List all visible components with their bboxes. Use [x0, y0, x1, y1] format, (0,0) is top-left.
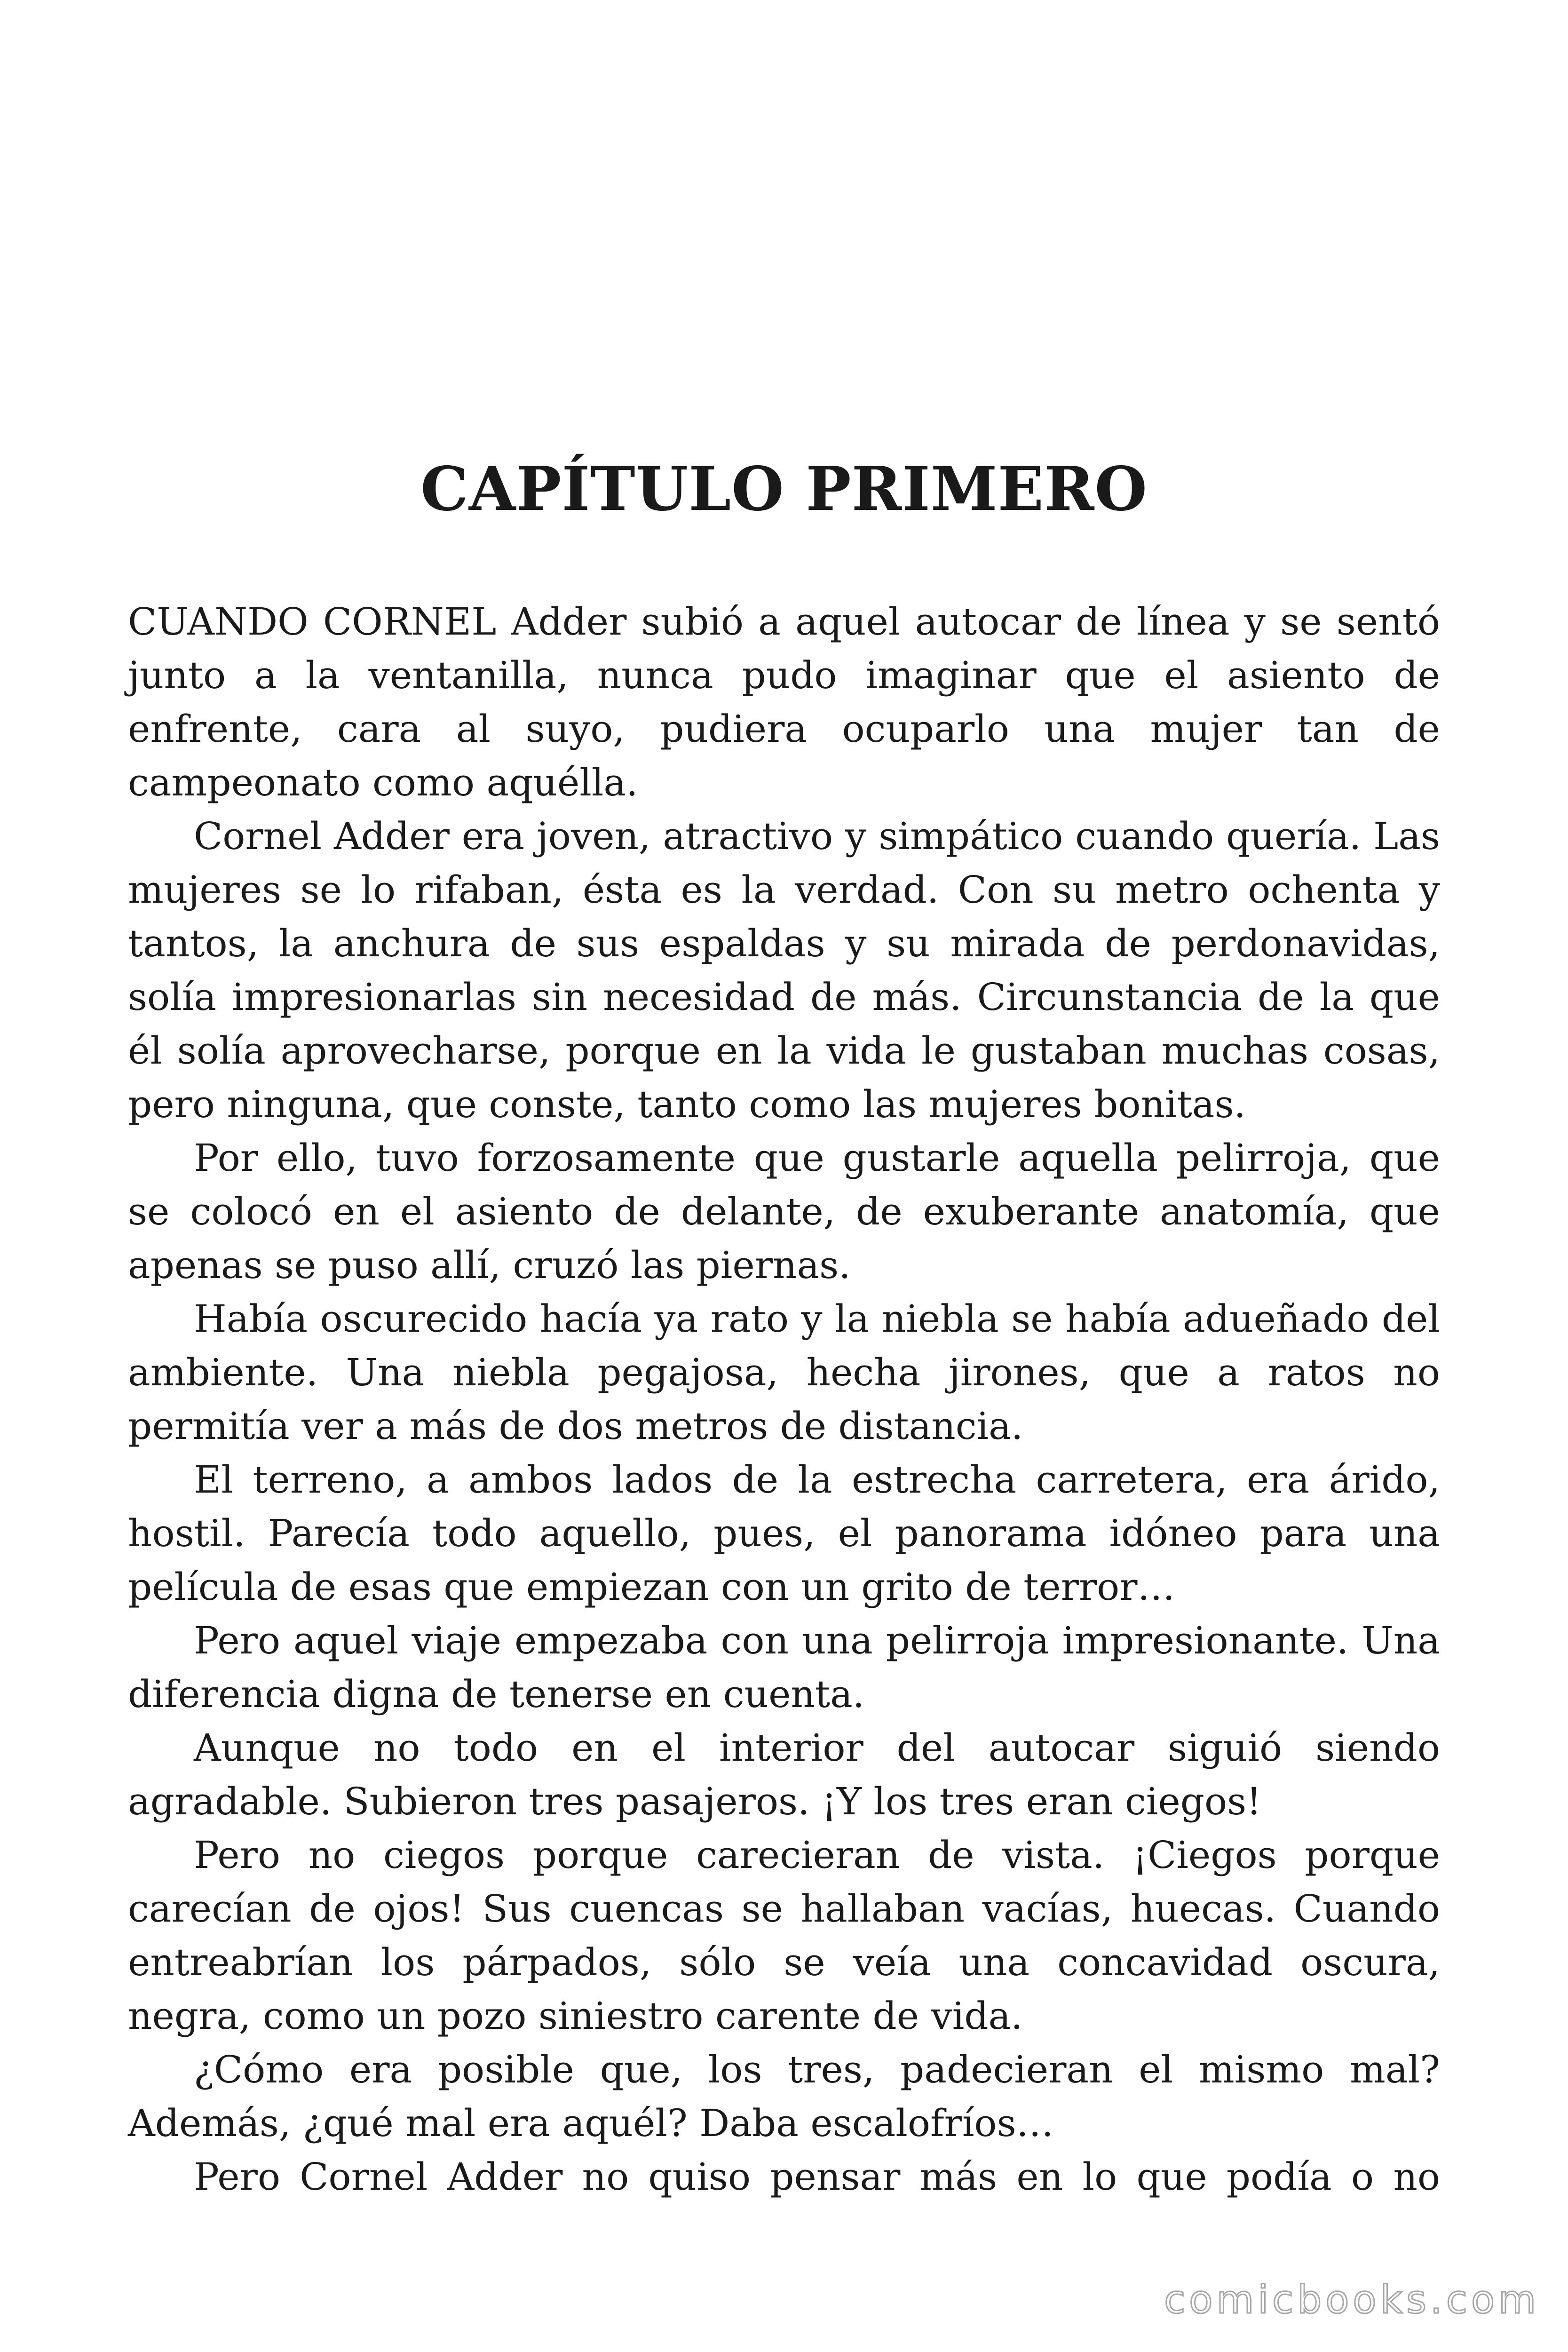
paragraph: Aunque no todo en el interior del autocar siguió siendo agradable. Subieron tres pasajeros. ¡Y los tres eran ciegos!	[128, 1726, 1440, 1823]
paragraph: CUANDO CORNEL Adder subió a aquel autocar de línea y se sentó junto a la ventanilla, nunca pudo imaginar que el asiento de enfrente, cara al suyo, pudiera ocuparlo una mujer tan de campeonato como aquélla.	[128, 600, 1440, 804]
paragraph: Por ello, tuvo forzosamente que gustarle aquella pelirroja, que se colocó en el asiento de delante, de exuberante anatomía, que apenas se puso allí, cruzó las piernas.	[128, 1136, 1440, 1287]
paragraph: Había oscurecido hacía ya rato y la niebla se había adueñado del ambiente. Una niebla pegajosa, hecha jirones, que a ratos no permitía ver a más de dos metros de distancia.	[128, 1297, 1440, 1448]
paragraph: El terreno, a ambos lados de la estrecha carretera, era árido, hostil. Parecía todo aquello, pues, el panorama idóneo para una película de esas que empiezan con un grito de terror…	[128, 1458, 1440, 1609]
watermark: comicbooks.com	[1164, 2278, 1540, 2322]
paragraph: Pero no ciegos porque carecieran de vista. ¡Ciegos porque carecían de ojos! Sus cuencas se hallaban vacías, huecas. Cuando entreabrían los párpados, sólo se veía una concavidad oscura, negra, como un pozo siniestro carente de vida.	[128, 1833, 1440, 2038]
paragraph: Pero aquel viaje empezaba con una pelirroja impresionante. Una diferencia digna de tenerse en cuenta.	[128, 1619, 1440, 1716]
paragraph: Cornel Adder era joven, atractivo y simpático cuando quería. Las mujeres se lo rifaban, ésta es la verdad. Con su metro ochenta y tantos, la anchura de sus espaldas y su mirada de perdonavidas, solía impresionarlas sin necesidad de más. Circunstancia de la que él solía aprovecharse, porque en la vida le gustaban muchas cosas, pero ninguna, que conste, tanto como las mujeres bonitas.	[128, 814, 1440, 1126]
paragraph: Pero Cornel Adder no quiso pensar más en lo que podía o no	[194, 2155, 1440, 2199]
chapter-body	[128, 595, 1440, 2204]
paragraph: ¿Cómo era posible que, los tres, padecieran el mismo mal? Además, ¿qué mal era aquél? Daba escalofríos…	[128, 2048, 1440, 2145]
chapter-title: CAPÍTULO PRIMERO	[420, 454, 1148, 524]
